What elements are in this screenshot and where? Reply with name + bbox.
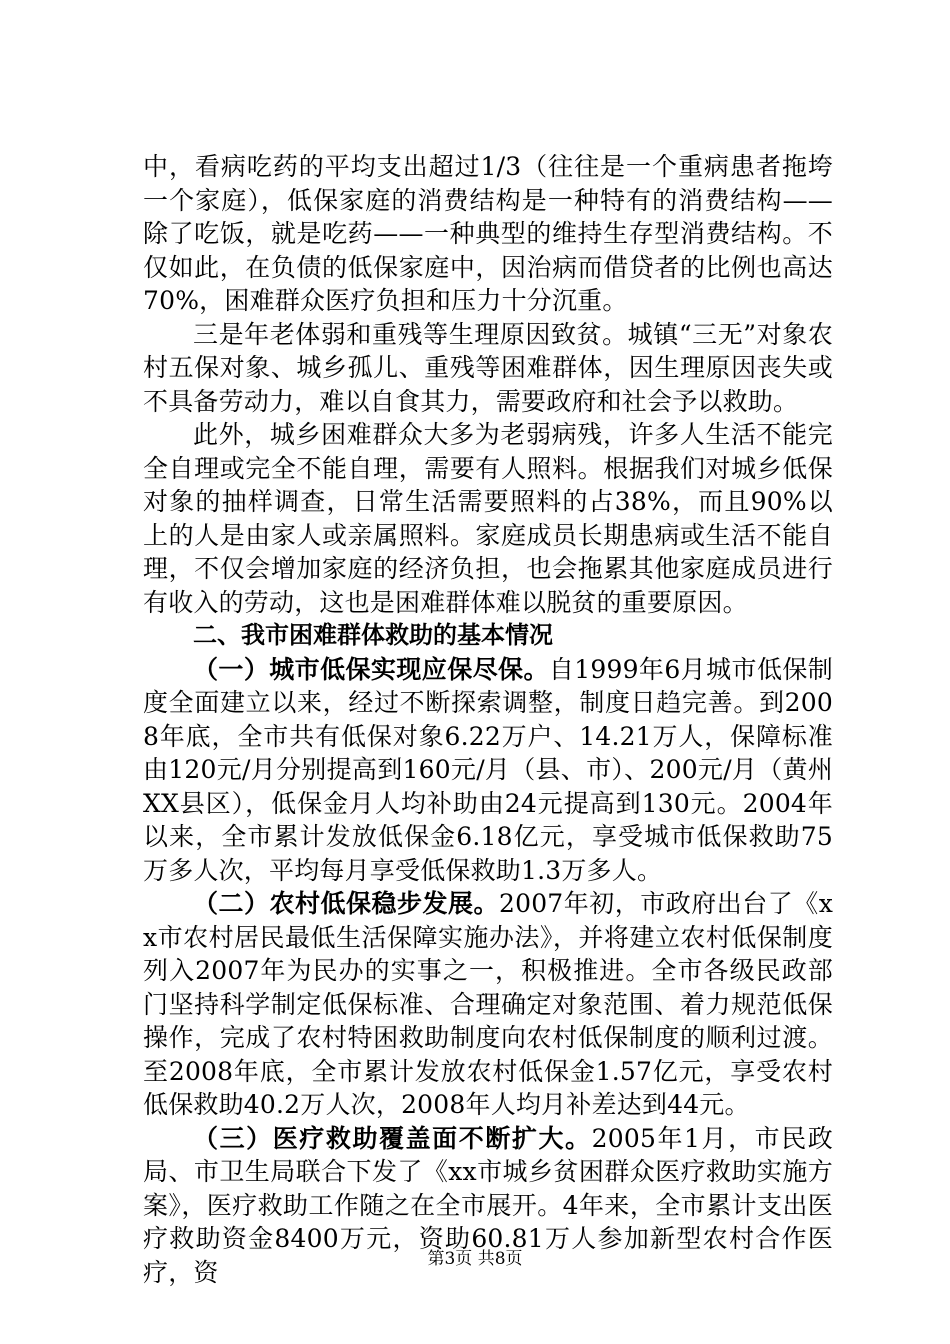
section-heading: 二、我市困难群体救助的基本情况 <box>193 621 553 649</box>
subsection-body-urban: 自1999年6月城市低保制度全面建立以来，经过不断探索调整，制度日趋完善。到2008年底，全市共有低保对象6.22万户、14.21万人，保障标准由120元/月分别提高到160元/月（县、市）、200元/月（黄州XX县区），低保金月人均补助由24元提高到130元。2004年以来，全市累计发放低保金6.18亿元，享受城市低保救助75万多人次，平均每月享受低保救助1.3万多人。 <box>143 654 833 885</box>
subsection-body-medical: 2005年1月，市民政局、市卫生局联合下发了《xx市城乡贫困群众医疗救助实施方案》，医疗救助工作随之在全市展开。4年来，全市累计支出医疗救助资金8400万元，资助60.81万人参加新型农村合作医疗，资 <box>143 1123 833 1287</box>
paragraph-care-needs: 此外，城乡困难群众大多为老弱病残，许多人生活不能完全自理或完全不能自理，需要有人照料。根据我们对城乡低保对象的抽样调查，日常生活需要照料的占38%，而且90%以上的人是由家人或亲属照料。家庭成员长期患病或生活不能自理，不仅会增加家庭的经济负担，也会拖累其他家庭成员进行有收入的劳动，这也是困难群体难以脱贫的重要原因。 <box>143 420 833 617</box>
paragraph-medical-burden: 中，看病吃药的平均支出超过1/3（往往是一个重病患者拖垮一个家庭），低保家庭的消费结构是一种特有的消费结构——除了吃饭，就是吃药——一种典型的维持生存型消费结构。不仅如此，在负债的低保家庭中，因治病而借贷者的比例也高达70%，困难群众医疗负担和压力十分沉重。 <box>143 152 833 315</box>
subsection-lead-urban: （一）城市低保实现应保尽保。 <box>193 654 549 684</box>
document-body <box>143 150 833 1289</box>
subsection-lead-medical: （三）医疗救助覆盖面不断扩大。 <box>193 1123 592 1153</box>
paragraph-urban-dibao <box>143 653 833 888</box>
paragraph-physiological-causes: 三是年老体弱和重残等生理原因致贫。城镇“三无”对象农村五保对象、城乡孤儿、重残等困难群体，因生理原因丧失或不具备劳动力，难以自食其力，需要政府和社会予以救助。 <box>143 319 833 416</box>
paragraph-rural-dibao <box>143 887 833 1122</box>
page-number: 第3页 共8页 <box>427 1249 523 1269</box>
subsection-body-rural: 2007年初，市政府出台了《xx市农村居民最低生活保障实施办法》，并将建立农村低保制度列入2007年为民办的实事之一，积极推进。全市各级民政部门坚持科学制定低保标准、合理确定对象范围、着力规范低保操作，完成了农村特困救助制度向农村低保制度的顺利过渡。至2008年底，全市累计发放农村低保金1.57亿元，享受农村低保救助40.2万人次，2008年人均月补差达到44元。 <box>143 889 833 1119</box>
subsection-lead-rural: （二）农村低保稳步发展。 <box>193 889 499 918</box>
